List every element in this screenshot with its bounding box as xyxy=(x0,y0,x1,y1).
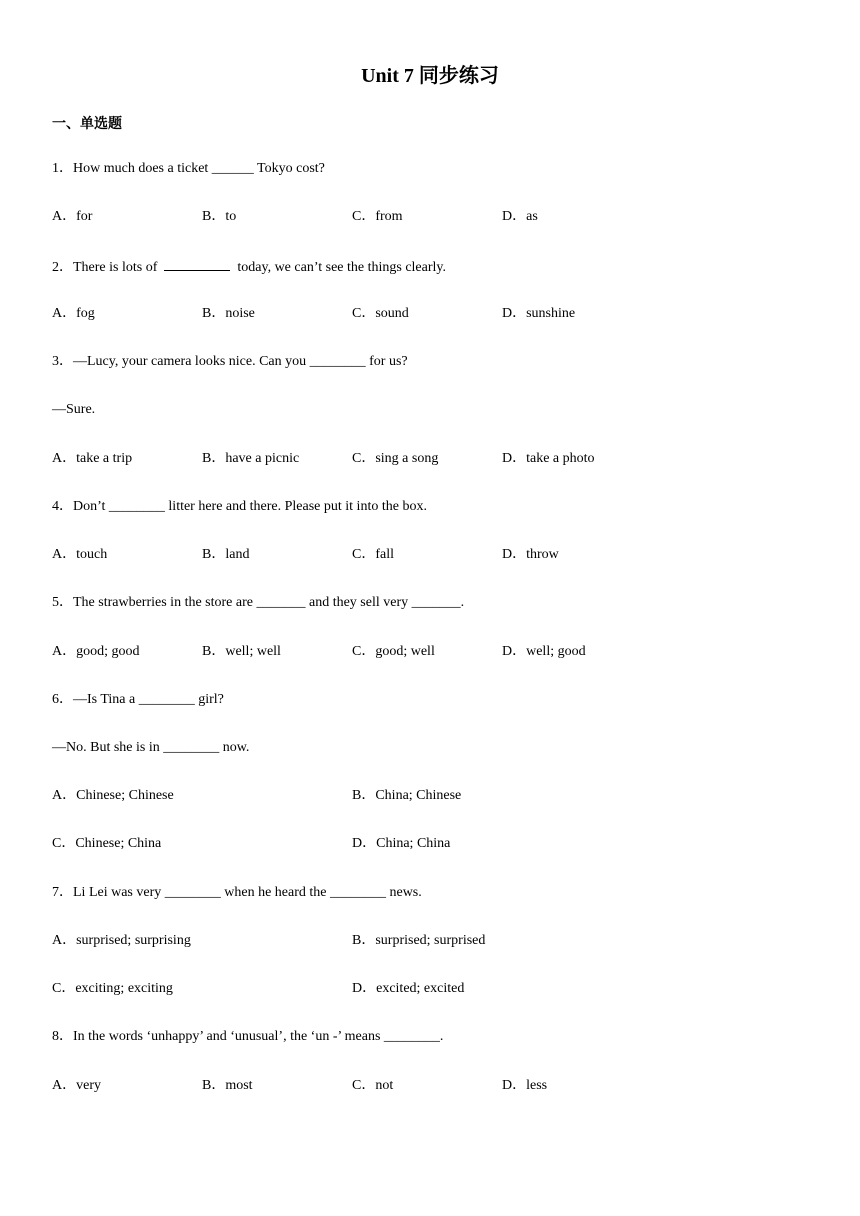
q7-option-a: A．surprised; surprising xyxy=(52,933,191,948)
q6-option-a: A．Chinese; Chinese xyxy=(52,788,174,803)
q2-blank xyxy=(164,256,230,271)
q8-option-d: D．less xyxy=(502,1078,548,1093)
q1-option-d: D．as xyxy=(502,209,538,224)
q1-option-a: A．for xyxy=(52,209,93,224)
q2-option-d: D．sunshine xyxy=(502,306,576,321)
question-2 xyxy=(52,256,446,278)
section-heading: 一、单选题 xyxy=(52,117,122,132)
question-6: 6．—Is Tina a ________ girl? xyxy=(52,692,224,707)
q3-option-d: D．take a photo xyxy=(502,451,595,466)
q6-option-b: B．China; Chinese xyxy=(352,788,462,803)
question-7: 7．Li Lei was very ________ when he heard the ________ news. xyxy=(52,885,422,900)
q4-option-b: B．land xyxy=(202,547,250,562)
question-8: 8．In the words ‘unhappy’ and ‘unusual’, the ‘un -’ means ________. xyxy=(52,1029,444,1044)
q2-option-a: A．fog xyxy=(52,306,95,321)
q2-option-c: C．sound xyxy=(352,306,409,321)
q8-option-b: B．most xyxy=(202,1078,253,1093)
q7-option-d: D．excited; excited xyxy=(352,981,465,996)
q5-option-a: A．good; good xyxy=(52,644,140,659)
page-title: Unit 7 同步练习 xyxy=(361,65,499,87)
question-1: 1．How much does a ticket ______ Tokyo cost? xyxy=(52,161,325,176)
q5-option-d: D．well; good xyxy=(502,644,586,659)
q2-stem-after: today, we can’t see the things clearly. xyxy=(230,260,447,275)
q2-option-b: B．noise xyxy=(202,306,255,321)
q8-option-c: C．not xyxy=(352,1078,394,1093)
q1-option-b: B．to xyxy=(202,209,237,224)
q4-option-c: C．fall xyxy=(352,547,394,562)
question-3-reply: —Sure. xyxy=(52,402,96,417)
q1-option-c: C．from xyxy=(352,209,403,224)
q7-option-b: B．surprised; surprised xyxy=(352,933,486,948)
q5-option-b: B．well; well xyxy=(202,644,281,659)
q3-option-b: B．have a picnic xyxy=(202,451,300,466)
q2-stem-before: 2．There is lots of xyxy=(52,260,165,275)
question-4: 4．Don’t ________ litter here and there. Please put it into the box. xyxy=(52,499,427,514)
question-5: 5．The strawberries in the store are _______ and they sell very _______. xyxy=(52,595,465,610)
q4-option-d: D．throw xyxy=(502,547,559,562)
q6-option-c: C．Chinese; China xyxy=(52,836,162,851)
q7-option-c: C．exciting; exciting xyxy=(52,981,173,996)
q6-option-d: D．China; China xyxy=(352,836,451,851)
question-3: 3．—Lucy, your camera looks nice. Can you ________ for us? xyxy=(52,354,408,369)
q3-option-a: A．take a trip xyxy=(52,451,133,466)
question-6-reply: —No. But she is in ________ now. xyxy=(52,740,250,755)
q4-option-a: A．touch xyxy=(52,547,108,562)
q3-option-c: C．sing a song xyxy=(352,451,439,466)
q8-option-a: A．very xyxy=(52,1078,101,1093)
q5-option-c: C．good; well xyxy=(352,644,435,659)
